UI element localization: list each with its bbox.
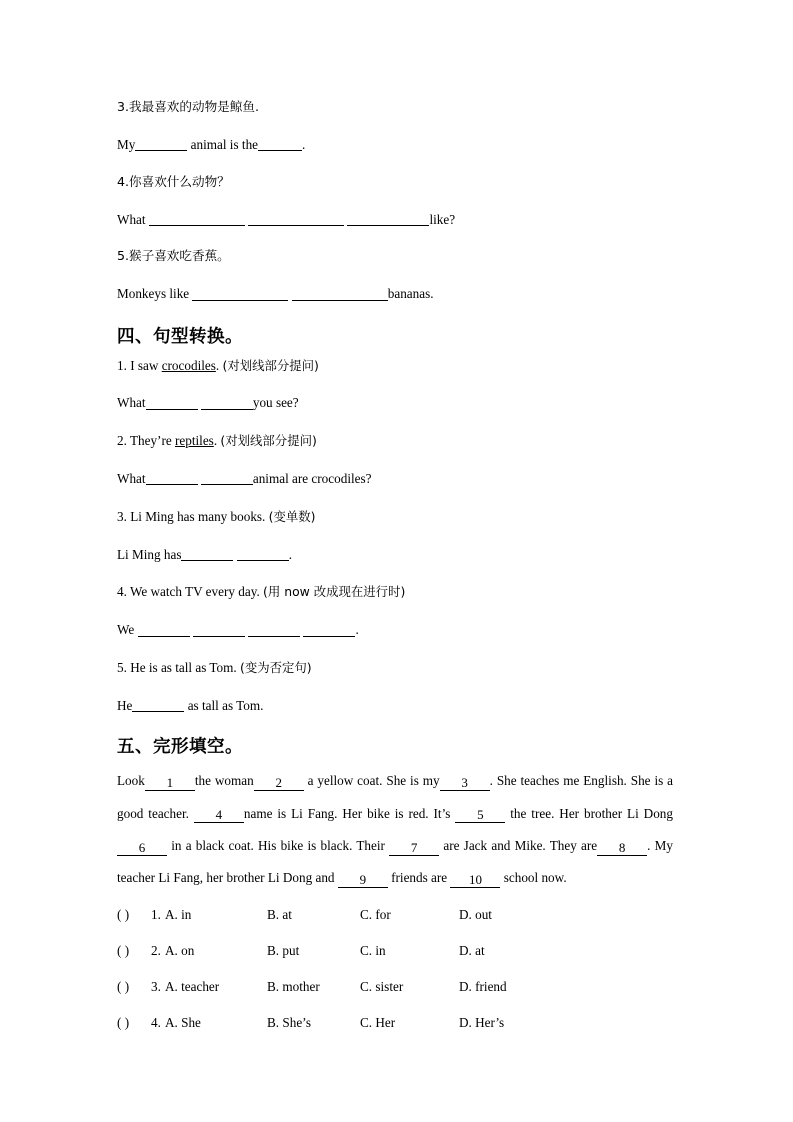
stem-text: I saw: [130, 357, 162, 373]
mc-option-b[interactable]: B. put: [267, 942, 300, 958]
section-four-item-3-stem: [117, 507, 677, 527]
stem-text: They’re: [129, 433, 175, 449]
answer-parenthesis[interactable]: ( ): [117, 1015, 130, 1031]
blank[interactable]: [193, 623, 245, 637]
mc-row: [117, 977, 677, 996]
item-number: 1.: [117, 357, 131, 373]
blank[interactable]: [237, 548, 289, 562]
passage-text: . My teacher Li Fang, her brother Li Dong and: [117, 837, 673, 886]
question-4-prompt: 4.你喜欢什么动物？: [117, 173, 230, 189]
answer-parenthesis[interactable]: ( ): [117, 906, 130, 922]
cloze-blank-7[interactable]: 7: [389, 841, 439, 856]
stem-text: We watch TV every day.: [129, 584, 264, 600]
instruction: (变单数): [268, 508, 316, 524]
passage-text: . She teaches me English. She is a good teacher.: [117, 773, 674, 821]
instruction: (用 now 改成现在进行时): [263, 584, 406, 600]
passage-text: in a black coat. His bike is black. Their: [167, 837, 390, 853]
passage-text: Look: [117, 773, 145, 789]
passage-text: a yellow coat. She is my: [303, 773, 440, 789]
passage-text: are Jack and Mike. They are: [439, 837, 598, 853]
instruction: (变为否定句): [240, 660, 312, 676]
blank[interactable]: [149, 212, 245, 226]
blank[interactable]: [248, 212, 344, 226]
blank[interactable]: [201, 396, 253, 410]
mc-option-b[interactable]: B. She’s: [267, 1015, 311, 1031]
item-number: 2.: [117, 433, 130, 449]
answer-parenthesis[interactable]: ( ): [117, 978, 130, 994]
question-4-answer-post: like?: [429, 211, 456, 227]
mc-option-b[interactable]: B. mother: [267, 978, 320, 994]
question-4-answer-pre: What: [117, 211, 149, 227]
answer-pre: We: [117, 622, 138, 638]
mc-option-c[interactable]: C. sister: [360, 978, 404, 994]
answer-post: you see?: [252, 395, 299, 411]
blank[interactable]: [132, 699, 184, 713]
item-number: 4.: [117, 584, 130, 600]
mc-row: [117, 1013, 677, 1032]
section-four-heading: 四、句型转换。: [117, 327, 243, 348]
mc-option-d[interactable]: D. out: [459, 906, 492, 922]
blank[interactable]: [303, 623, 355, 637]
mc-option-d[interactable]: D. at: [459, 942, 485, 958]
answer-post: animal are crocodiles?: [252, 471, 372, 487]
mc-option-c[interactable]: C. for: [360, 906, 391, 922]
answer-post: as tall as Tom.: [187, 697, 264, 713]
blank[interactable]: [135, 138, 187, 152]
mc-number: 2.: [151, 942, 161, 958]
question-3-answer-mid: animal is the: [187, 136, 259, 152]
section-four-item-1-answer: [117, 393, 677, 413]
mc-option-c[interactable]: C. Her: [360, 1015, 396, 1031]
cloze-blank-10[interactable]: 10: [450, 873, 500, 888]
mc-option-d[interactable]: D. friend: [459, 978, 507, 994]
question-5-answer-post: bananas.: [387, 286, 434, 302]
answer-post: .: [288, 546, 293, 562]
section-four-item-4-stem: [117, 582, 677, 602]
instruction: (对划线部分提问): [220, 433, 317, 449]
stem-text-post: .: [213, 433, 221, 449]
cloze-blank-8[interactable]: 8: [597, 841, 647, 856]
passage-text: friends are: [387, 870, 451, 886]
mc-option-d[interactable]: D. Her’s: [459, 1015, 505, 1031]
question-3-prompt: 3.我最喜欢的动物是鲸鱼.: [117, 99, 259, 114]
section-four-item-2-stem: [117, 431, 677, 451]
instruction: (对划线部分提问): [222, 357, 319, 373]
mc-number: 4.: [151, 1015, 161, 1031]
question-3-answer: [117, 135, 677, 155]
section-four-item-5-answer: [117, 696, 677, 716]
section-four-item-3-answer: [117, 545, 677, 565]
blank[interactable]: [146, 396, 198, 410]
answer-pre: Li Ming has: [117, 546, 182, 562]
cloze-blank-3[interactable]: 3: [440, 776, 490, 791]
mc-option-a[interactable]: A. teacher: [165, 978, 220, 994]
mc-option-c[interactable]: C. in: [360, 942, 386, 958]
cloze-blank-4[interactable]: 4: [194, 808, 244, 823]
question-5-answer: [117, 284, 677, 304]
section-four-item-1-stem: [117, 356, 677, 376]
blank[interactable]: [146, 472, 198, 486]
mc-option-a[interactable]: A. She: [165, 1015, 201, 1031]
cloze-blank-9[interactable]: 9: [338, 873, 388, 888]
section-four-item-4-answer: [117, 620, 677, 640]
answer-pre: He: [117, 697, 133, 713]
question-5-prompt: 5.猴子喜欢吃香蕉。: [117, 248, 230, 264]
mc-option-a[interactable]: A. on: [165, 942, 195, 958]
mc-option-a[interactable]: A. in: [165, 906, 192, 922]
multiple-choice-list: [117, 905, 677, 1033]
answer-post: .: [355, 622, 359, 638]
blank[interactable]: [192, 287, 288, 301]
question-3-answer-post: .: [302, 136, 306, 152]
question-3-answer-pre: My: [117, 136, 136, 152]
blank[interactable]: [258, 138, 302, 152]
answer-pre: What: [117, 471, 146, 487]
stem-text-post: .: [215, 357, 223, 373]
section-four-item-2-answer: [117, 469, 677, 489]
passage-text: school now.: [500, 870, 567, 886]
blank[interactable]: [248, 623, 300, 637]
passage-text: the woman: [194, 773, 254, 789]
page-content: [117, 98, 677, 1049]
blank[interactable]: [138, 623, 190, 637]
item-number: 3.: [117, 508, 131, 524]
cloze-blank-1[interactable]: 1: [145, 776, 195, 791]
question-4-answer: [117, 210, 677, 230]
mc-row: [117, 941, 677, 960]
passage-text: the tree. Her brother Li Dong: [505, 805, 673, 821]
cloze-blank-6[interactable]: 6: [117, 841, 167, 856]
stem-text: Li Ming has many books.: [130, 508, 269, 524]
blank[interactable]: [181, 548, 233, 562]
mc-option-b[interactable]: B. at: [267, 906, 292, 922]
underlined-phrase: reptiles: [174, 433, 214, 449]
cloze-passage: [117, 765, 673, 894]
underlined-phrase: crocodiles: [161, 357, 216, 373]
answer-parenthesis[interactable]: ( ): [117, 942, 130, 958]
blank[interactable]: [347, 212, 429, 226]
section-four-item-5-stem: [117, 658, 677, 678]
stem-text: He is as tall as Tom.: [130, 660, 241, 676]
section-five-heading: 五、完形填空。: [117, 736, 243, 757]
passage-text: name is Li Fang. Her bike is red. It’s: [243, 805, 456, 821]
cloze-blank-5[interactable]: 5: [455, 808, 505, 823]
blank[interactable]: [201, 472, 253, 486]
mc-row: [117, 905, 677, 924]
cloze-blank-2[interactable]: 2: [254, 776, 304, 791]
mc-number: 1.: [151, 906, 161, 922]
answer-pre: What: [117, 395, 146, 411]
item-number: 5.: [117, 660, 131, 676]
mc-number: 3.: [151, 978, 161, 994]
blank[interactable]: [292, 287, 388, 301]
question-5-answer-pre: Monkeys like: [117, 286, 193, 302]
